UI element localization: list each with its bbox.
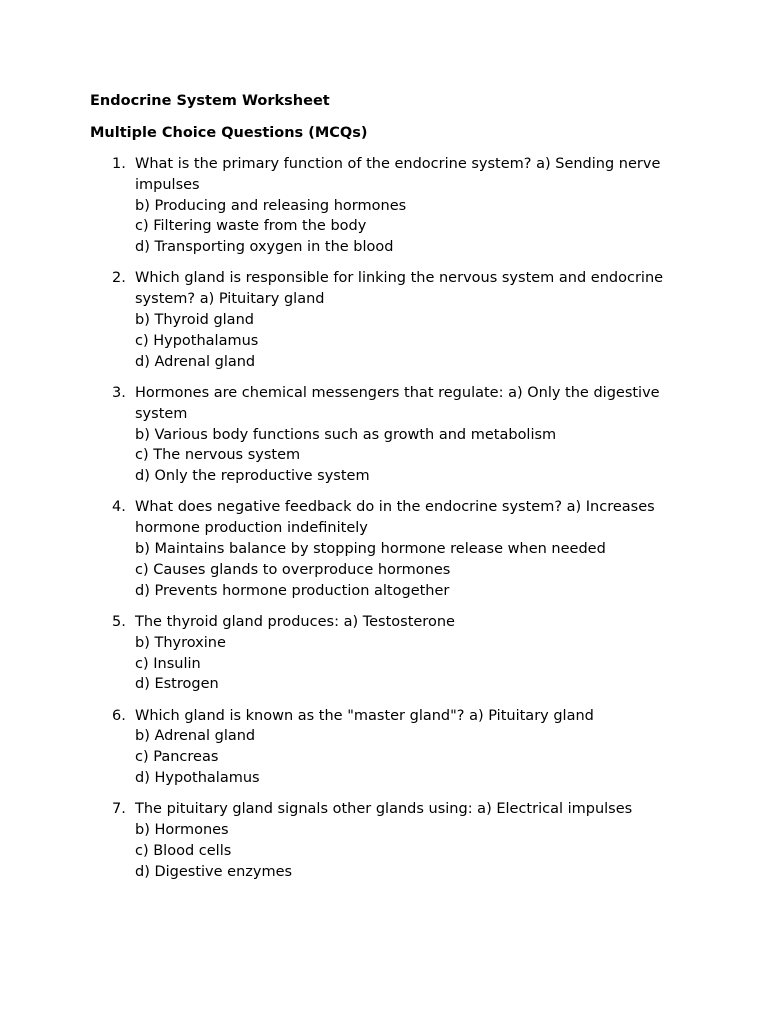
question-number: 2. [112,270,126,287]
question-item [90,799,690,882]
question-item [90,706,690,789]
answer-option: c) Pancreas [135,749,219,766]
answer-option: c) Hypothalamus [135,332,259,349]
answer-option: b) Various body functions such as growth and metabolism [135,426,557,443]
question-text: What is the primary function of the endocrine system? a) Sending nerve impulses [135,156,661,193]
section-heading: Multiple Choice Questions (MCQs) [90,125,368,141]
question-text: Which gland is known as the "master gland"? a) Pituitary gland [135,707,594,724]
answer-option: b) Thyroid gland [135,312,254,329]
answer-option: b) Adrenal gland [135,728,256,745]
question-number: 6. [112,707,126,724]
answer-option: c) Causes glands to overproduce hormones [135,561,451,578]
answer-option: b) Hormones [135,822,229,839]
question-number: 3. [112,384,126,401]
worksheet-title: Endocrine System Worksheet [90,93,330,109]
question-number: 1. [112,156,126,172]
answer-option: c) Filtering waste from the body [135,218,367,235]
question-list [90,154,690,883]
answer-option: c) Blood cells [135,842,232,859]
question-number: 5. [112,613,126,630]
question-item [90,154,690,258]
answer-option: c) The nervous system [135,447,301,464]
answer-option: d) Only the reproductive system [135,468,370,485]
worksheet-page [90,91,690,893]
question-text: What does negative feedback do in the endocrine system? a) Increases hormone production indefinitely [135,499,655,537]
question-text: Hormones are chemical messengers that regulate: a) Only the digestive system [135,384,660,422]
question-text: The thyroid gland produces: a) Testosterone [135,613,455,630]
answer-option: b) Maintains balance by stopping hormone release when needed [135,541,606,558]
question-number: 7. [112,801,126,818]
answer-option: d) Prevents hormone production altogether [135,582,450,599]
answer-option: b) Thyroxine [135,634,226,651]
question-item [90,612,690,695]
question-number: 4. [112,499,126,516]
question-text: Which gland is responsible for linking the nervous system and endocrine system? a) Pituitary gland [135,270,664,308]
question-item [90,497,690,601]
answer-option: d) Adrenal gland [135,353,256,370]
answer-option: d) Digestive enzymes [135,863,293,880]
question-text: The pituitary gland signals other glands using: a) Electrical impulses [135,801,633,818]
question-item [90,268,690,372]
answer-option: c) Insulin [135,655,201,672]
answer-option: d) Hypothalamus [135,770,260,787]
question-item [90,383,690,487]
answer-option: b) Producing and releasing hormones [135,197,407,214]
answer-option: d) Transporting oxygen in the blood [135,239,394,256]
answer-option: d) Estrogen [135,676,219,693]
